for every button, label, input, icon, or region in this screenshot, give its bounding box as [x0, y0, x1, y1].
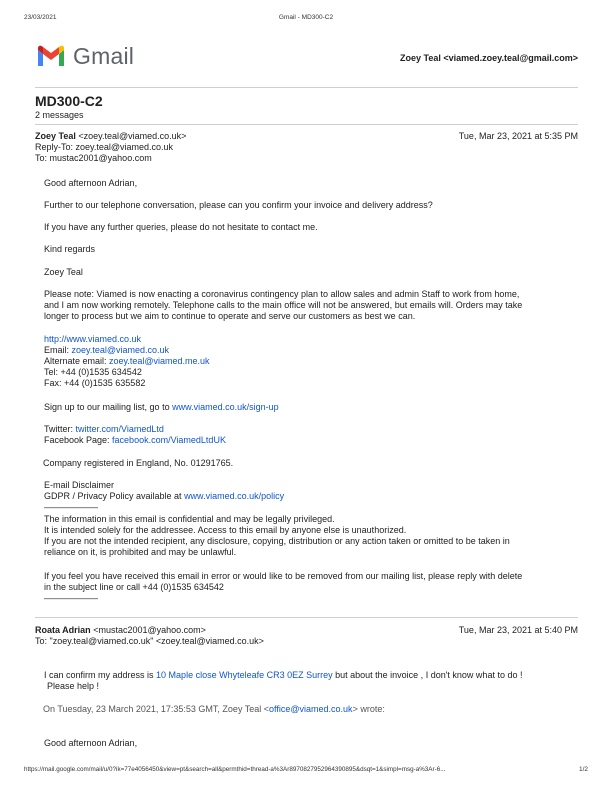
mailing-row	[44, 402, 572, 413]
facebook-label: Facebook Page:	[44, 435, 113, 445]
dashes: ——————	[44, 593, 98, 603]
gdpr-row	[44, 491, 572, 502]
dashes: ——————	[44, 502, 98, 512]
msg2-from	[35, 625, 206, 636]
thread-subject: MD300-C2	[35, 93, 103, 109]
twitter-link[interactable]: twitter.com/ViamedLtd	[75, 424, 164, 434]
quote-text: > wrote:	[352, 704, 385, 714]
msg2-text: I can confirm my address is	[44, 670, 157, 680]
msg2-from-email: <mustac2001@yahoo.com>	[93, 625, 206, 635]
msg1-paragraph: If you have any further queries, please do not hesitate to contact me.	[44, 222, 318, 232]
msg2-line: Please help !	[47, 681, 100, 691]
disclaimer-line: If you feel you have received this email in error or would like to be removed from our mailing list, please reply with delete	[44, 571, 523, 581]
msg1-note-line: and I am now working remotely. Telephone calls to the main office will not be answered, but emails will. Orders may take	[44, 300, 523, 310]
website-link[interactable]: http://www.viamed.co.uk	[44, 334, 142, 344]
print-url: https://mail.google.com/mail/u/0?ik=77e4056450&view=pt&search=all&permthid=thread-a%3Ar8970827952964390895&dsqt=1&simpl=msg-a%3Ar-6...	[24, 766, 446, 773]
mailing-text: Sign up to our mailing list, go to	[44, 402, 173, 412]
msg1-note-line: longer to process but we aim to continue to operate and serve our customers as best we can.	[44, 311, 416, 321]
divider	[35, 87, 578, 88]
disclaimer-title: E-mail Disclaimer	[44, 480, 115, 490]
msg1-date: Tue, Mar 23, 2021 at 5:35 PM	[458, 131, 578, 141]
msg2-to: To: "zoey.teal@viamed.co.uk" <zoey.teal@viamed.co.uk>	[35, 636, 264, 646]
quoted-greeting: Good afternoon Adrian,	[44, 738, 138, 748]
msg1-signature: Zoey Teal	[44, 267, 83, 277]
msg1-from-email: <zoey.teal@viamed.co.uk>	[78, 131, 187, 141]
email-row	[44, 345, 572, 356]
gmail-logo-icon	[36, 44, 66, 73]
msg2-date: Tue, Mar 23, 2021 at 5:40 PM	[458, 625, 578, 635]
email-label: Email:	[44, 345, 72, 355]
alt-email-row	[44, 356, 572, 367]
msg2-text: but about the invoice , I don't know what to do !	[332, 670, 523, 680]
alt-email-label: Alternate email:	[44, 356, 110, 366]
gdpr-link[interactable]: www.viamed.co.uk/policy	[184, 491, 285, 501]
mailing-link[interactable]: www.viamed.co.uk/sign-up	[172, 402, 279, 412]
page-number: 1/2	[578, 766, 588, 773]
msg1-paragraph: Further to our telephone conversation, please can you confirm your invoice and delivery address?	[44, 200, 433, 210]
facebook-row	[44, 435, 572, 446]
company-line: Company registered in England, No. 01291765.	[43, 458, 234, 468]
msg1-from-name: Zoey Teal	[35, 131, 76, 141]
facebook-link[interactable]: facebook.com/ViamedLtdUK	[112, 435, 226, 445]
msg1-from	[35, 131, 186, 142]
gdpr-text: GDPR / Privacy Policy available at	[44, 491, 185, 501]
print-date: 23/03/2021	[24, 14, 57, 21]
twitter-row	[44, 424, 572, 435]
msg1-note-line: Please note: Viamed is now enacting a coronavirus contingency plan to allow sales and admin Staff to work from home,	[44, 289, 520, 299]
twitter-label: Twitter:	[44, 424, 76, 434]
disclaimer-line: in the subject line or call +44 (0)1535 634542	[44, 582, 224, 592]
disclaimer-line: reliance on it, is prohibited and may be unlawful.	[44, 547, 237, 557]
msg2-line	[44, 670, 572, 681]
alt-email-link[interactable]: zoey.teal@viamed.me.uk	[109, 356, 210, 366]
email-link[interactable]: zoey.teal@viamed.co.uk	[71, 345, 170, 355]
msg1-greeting: Good afternoon Adrian,	[44, 178, 138, 188]
divider	[35, 617, 578, 618]
disclaimer-line: If you are not the intended recipient, any disclosure, copying, distribution or any action taken or omitted to be taken in	[44, 536, 510, 546]
divider	[35, 124, 578, 125]
account-label: Zoey Teal <viamed.zoey.teal@gmail.com>	[399, 53, 578, 63]
msg1-to: To: mustac2001@yahoo.com	[35, 153, 152, 163]
fax-row: Fax: +44 (0)1535 635582	[44, 378, 146, 388]
address-link[interactable]: 10 Maple close Whyteleafe CR3 0EZ Surrey	[156, 670, 333, 680]
quote-header	[43, 704, 571, 715]
msg1-reply-to: Reply-To: zoey.teal@viamed.co.uk	[35, 142, 174, 152]
quote-email-link[interactable]: office@viamed.co.uk	[269, 704, 353, 714]
gmail-logo-text: Gmail	[73, 43, 135, 69]
msg2-from-name: Roata Adrian	[35, 625, 91, 635]
disclaimer-line: The information in this email is confidential and may be legally privileged.	[44, 514, 335, 524]
tel-row: Tel: +44 (0)1535 634542	[44, 367, 142, 377]
print-title: Gmail - MD300-C2	[278, 14, 334, 21]
message-count: 2 messages	[35, 110, 84, 120]
quote-text: On Tuesday, 23 March 2021, 17:35:53 GMT, Zoey Teal <	[43, 704, 270, 714]
disclaimer-line: It is intended solely for the addressee. Access to this email by anyone else is unauthorized.	[44, 525, 407, 535]
msg1-regards: Kind regards	[44, 244, 96, 254]
